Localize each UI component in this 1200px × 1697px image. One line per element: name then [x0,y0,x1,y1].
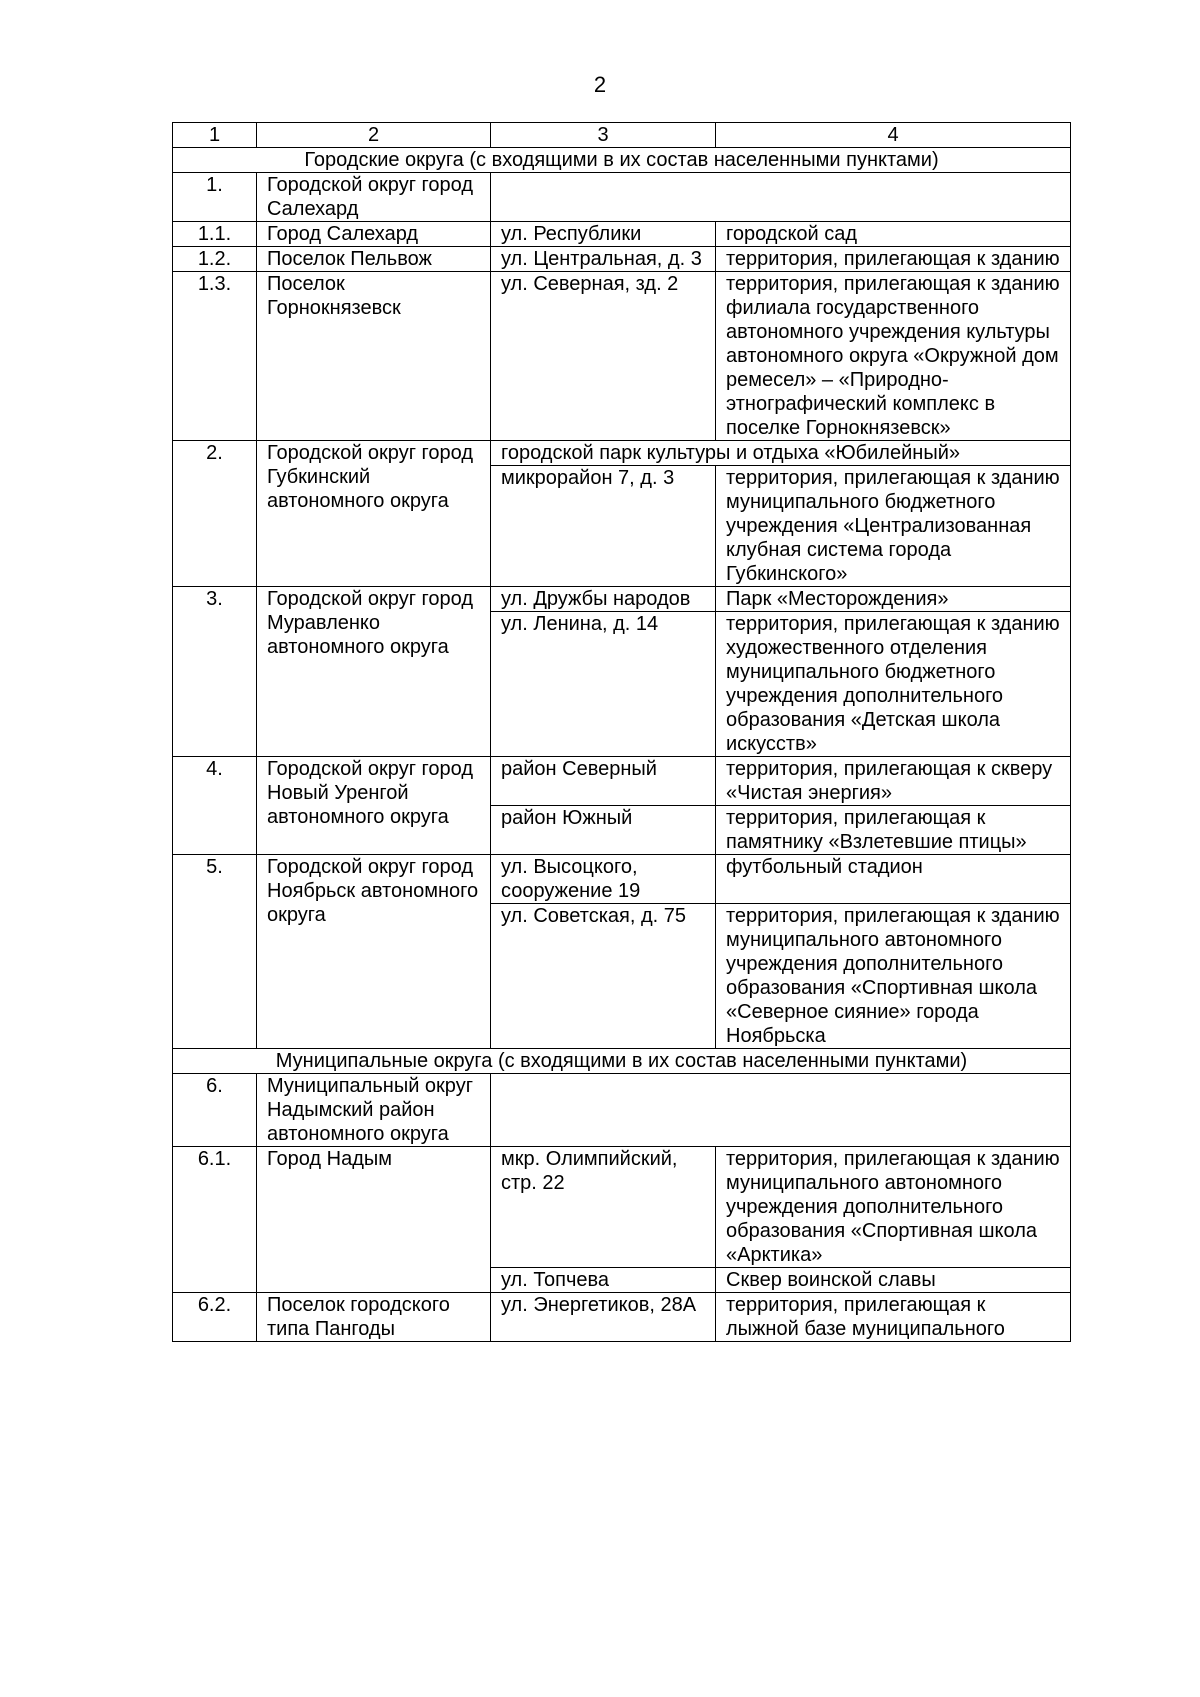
page-number: 2 [593,72,607,97]
table-row [173,272,1071,441]
column-header-4: 4 [716,123,1071,148]
address-cell: район Южный [491,806,716,855]
address-cell: ул. Республики [491,222,716,247]
place-cell: Сквер воинской славы [716,1268,1071,1293]
place-cell: территория, прилегающая к зданию муниципального бюджетного учреждения «Централизованная клубная система города Губкинского» [716,466,1071,587]
empty-cell [491,1074,1071,1147]
empty-cell [491,173,1071,222]
municipality-name: Поселок Горнокнязевск [257,272,491,441]
address-cell: ул. Топчева [491,1268,716,1293]
row-number: 1.2. [173,247,257,272]
table-row [173,587,1071,612]
municipality-name: Город Салехард [257,222,491,247]
row-number: 6.1. [173,1147,257,1293]
place-cell: футбольный стадион [716,855,1071,904]
row-number: 4. [173,757,257,855]
place-cell: территория, прилегающая к скверу «Чистая энергия» [716,757,1071,806]
table-row [173,757,1071,806]
table-row [173,247,1071,272]
row-number: 3. [173,587,257,757]
municipality-name: Городской округ город Губкинский автономного округа [257,441,491,587]
place-cell: городской сад [716,222,1071,247]
section-title-municipal: Муниципальные округа (с входящими в их состав населенными пунктами) [173,1049,1071,1074]
settlements-table [172,122,1071,1342]
municipality-name: Город Надым [257,1147,491,1293]
table-row [173,1293,1071,1342]
table-row [173,222,1071,247]
municipality-name: Поселок Пельвож [257,247,491,272]
municipality-name: Поселок городского типа Пангоды [257,1293,491,1342]
table-header-row [173,123,1071,148]
place-cell: территория, прилегающая к зданию муниципального автономного учреждения дополнительного образования «Спортивная школа «Арктика» [716,1147,1071,1268]
address-cell: ул. Северная, зд. 2 [491,272,716,441]
address-cell: ул. Энергетиков, 28А [491,1293,716,1342]
section-row-urban [173,148,1071,173]
column-header-1: 1 [173,123,257,148]
place-cell: территория, прилегающая к зданию художественного отделения муниципального бюджетного учреждения дополнительного образования «Детская школа искусств» [716,612,1071,757]
table-row [173,855,1071,904]
row-number: 1.1. [173,222,257,247]
address-cell: район Северный [491,757,716,806]
table-row [173,441,1071,466]
place-cell: территория, прилегающая к зданию [716,247,1071,272]
place-cell: территория, прилегающая к лыжной базе муниципального [716,1293,1071,1342]
address-cell: ул. Советская, д. 75 [491,904,716,1049]
municipality-name: Городской округ город Новый Уренгой автономного округа [257,757,491,855]
merged-place-cell: городской парк культуры и отдыха «Юбилейный» [491,441,1071,466]
municipality-name: Городской округ город Ноябрьск автономного округа [257,855,491,1049]
row-number: 1.3. [173,272,257,441]
address-cell: мкр. Олимпийский, стр. 22 [491,1147,716,1268]
place-cell: Парк «Месторождения» [716,587,1071,612]
table-row [173,1147,1071,1268]
place-cell: территория, прилегающая к зданию филиала государственного автономного учреждения культуры автономного округа «Окружной дом ремесел» – «Природно-этнографический комплекс в поселке Горнокнязевск» [716,272,1071,441]
row-number: 1. [173,173,257,222]
table-row [173,173,1071,222]
municipality-name: Муниципальный округ Надымский район автономного округа [257,1074,491,1147]
address-cell: ул. Ленина, д. 14 [491,612,716,757]
row-number: 5. [173,855,257,1049]
place-cell: территория, прилегающая к памятнику «Взлетевшие птицы» [716,806,1071,855]
column-header-2: 2 [257,123,491,148]
row-number: 2. [173,441,257,587]
address-cell: ул. Центральная, д. 3 [491,247,716,272]
place-cell: территория, прилегающая к зданию муниципального автономного учреждения дополнительного образования «Спортивная школа «Северное сияние» города Ноябрьска [716,904,1071,1049]
section-title-urban: Городские округа (с входящими в их состав населенными пунктами) [173,148,1071,173]
municipality-name: Городской округ город Муравленко автономного округа [257,587,491,757]
address-cell: ул. Высоцкого, сооружение 19 [491,855,716,904]
section-row-municipal [173,1049,1071,1074]
table-row [173,1074,1071,1147]
address-cell: микрорайон 7, д. 3 [491,466,716,587]
address-cell: ул. Дружбы народов [491,587,716,612]
row-number: 6. [173,1074,257,1147]
row-number: 6.2. [173,1293,257,1342]
municipality-name: Городской округ город Салехард [257,173,491,222]
column-header-3: 3 [491,123,716,148]
